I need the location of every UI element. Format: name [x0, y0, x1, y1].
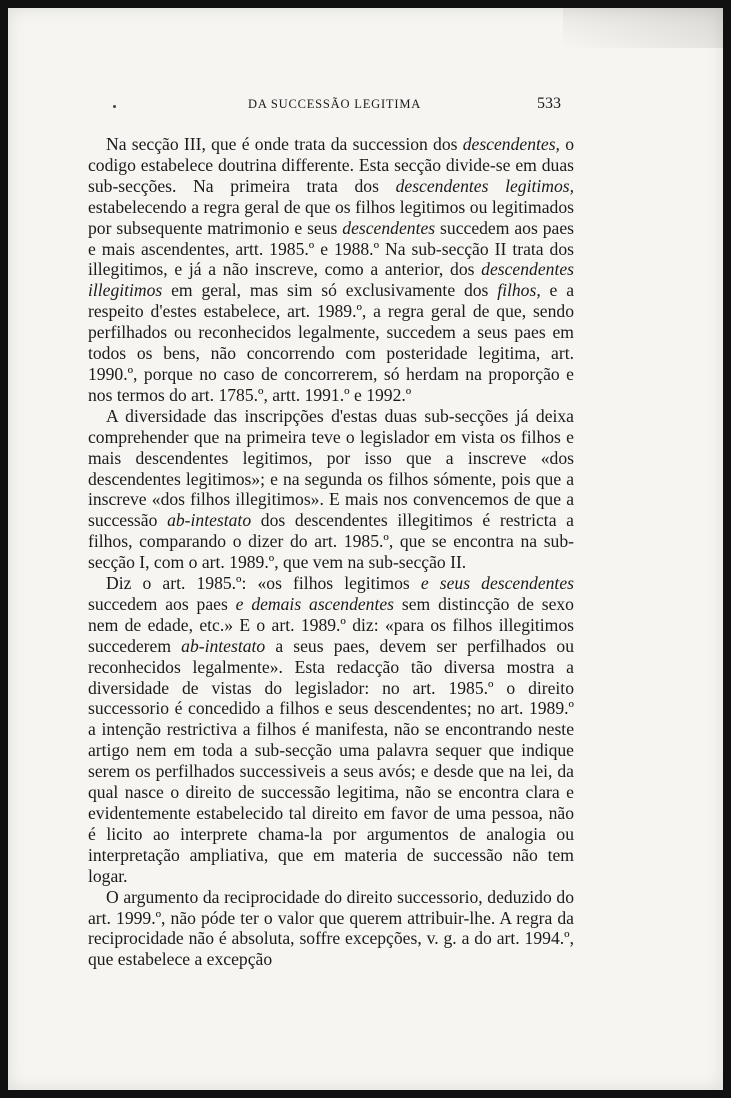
text-run: estabelecendo a regra geral de que os filhos legitimos ou legitimados por subsequente matrimonio e seus: [88, 196, 574, 238]
text-run: e a respeito d'estes estabelece, art. 1989.º, a regra geral de que, sendo perfilhados ou reconhecidos legalmente, succedem a seus paes em todos os bens, não concorrendo com posteridade legitima, art. 1990.º, porque no caso de concorrerem, só herdam na proporção e nos termos do art. 1785.º, artt. 1991.º e 1992.º: [88, 280, 574, 405]
italic-run: descendentes: [342, 217, 436, 238]
text-run: o codigo estabelece doutrina differente. Esta secção divide-se em duas sub-secções. Na primeira trata dos: [88, 134, 574, 196]
italic-run: descendentes,: [462, 134, 560, 154]
italic-run: e seus descendentes: [420, 573, 574, 594]
italic-run: e demais ascendentes: [235, 593, 395, 614]
book-page: [8, 8, 723, 1090]
italic-run: filhos,: [497, 280, 541, 301]
text-run: succedem aos paes e mais ascendentes, artt. 1985.º e 1988.º Na sub-secção II trata dos illegitimos, e já a não inscreve, como a anterior, dos: [88, 217, 574, 280]
paragraph: [88, 134, 574, 406]
text-run: em geral, mas sim só exclusivamente dos: [162, 280, 498, 301]
paragraph: [88, 406, 574, 573]
text-run: sem distincção de sexo nem de edade, etc.» E o art. 1989.º diz: «para os filhos illegitimos succederem: [88, 593, 574, 656]
text-run: a seus paes, devem ser perfilhados ou reconhecidos legalmente». Esta redacção tão diversa mostra a diversidade de vistas do legislador: no art. 1985.º o direito successorio é concedido a filhos e seus descendentes; no art. 1989.º a intenção restrictiva a filhos é manifesta, não se encontrando neste artigo nem em toda a sub-secção uma palavra sequer que indique serem os perfilhados successiveis a seus avós; e desde que na lei, da qual nasce o direito de successão legitima, não se encontra clara e evidentemente estabelecido tal direito em favor de uma pessoa, não é licito ao interprete chama-la por argumentos de analogia ou interpretação ampliativa, que em materia de successão não tem logar.: [88, 635, 574, 886]
text-run: O argumento da reciprocidade do direito successorio, deduzido do art. 1999.º, não póde ter o valor que querem attribuir-lhe. A regra da reciprocidade não é absoluta, soffre excepções, v. g. a do art. 1994.º, que estabelece a excepção: [88, 886, 574, 970]
text-run: Na secção III, que é onde trata da succession dos: [106, 134, 463, 154]
text-run: succedem aos paes: [88, 593, 236, 614]
running-head: [8, 95, 723, 115]
paragraph: [88, 887, 574, 971]
text-run: Diz o art. 1985.º: «os filhos legitimos: [106, 573, 421, 594]
text-run: A diversidade das inscripções d'estas duas sub-secções já deixa comprehender que na primeira teve o legislador em vista os filhos e mais descendentes legitimos, por isso que a inscreve «dos descendentes legitimos»; e na segunda os filhos sómente, pois que a inscreve «dos filhos illegitimos». E mais nos convencemos de que a successão: [88, 405, 574, 531]
italic-run: descendentes illegitimos: [88, 259, 574, 301]
page-number: 533: [537, 95, 561, 112]
text-run: dos descendentes illegitimos é restricta a filhos, comparando o dizer do art. 1985.º, que se encontra na sub-secção I, com o art. 1989.º, que vem na sub-secção II.: [88, 510, 574, 573]
italic-run: ab-intestato: [167, 510, 252, 531]
running-head-title: DA SUCCESSÃO LEGITIMA: [248, 97, 422, 111]
body-text: [88, 134, 574, 970]
italic-run: descendentes legitimos,: [395, 175, 575, 196]
paragraph: [88, 573, 574, 887]
italic-run: ab-intestato: [181, 635, 266, 656]
